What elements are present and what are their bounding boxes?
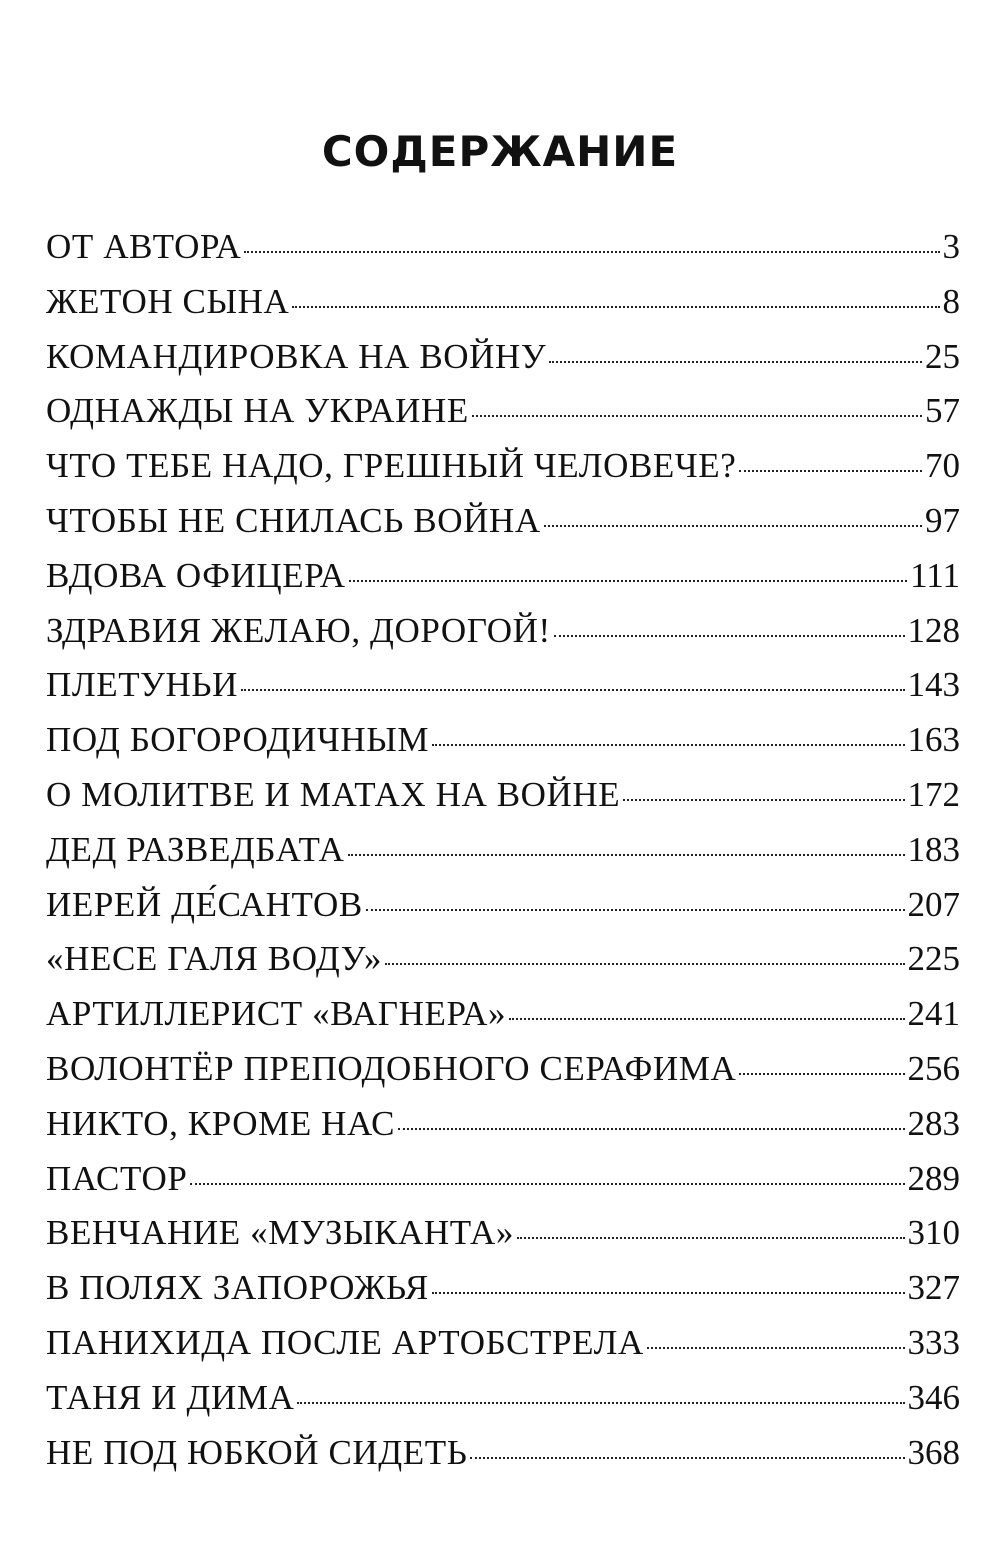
toc-entry <box>46 494 960 549</box>
dot-leader <box>241 689 904 691</box>
toc-entry-title: ПАСТОР <box>46 1158 188 1198</box>
toc-entry-title: АРТИЛЛЕРИСТ «ВАГНЕРА» <box>46 994 507 1034</box>
toc-entry <box>46 1206 960 1261</box>
toc-entry-title: ВЕНЧАНИЕ «МУЗЫКАНТА» <box>46 1213 515 1253</box>
dot-leader <box>366 909 905 911</box>
toc-entry-page-number: 143 <box>907 665 960 705</box>
toc-entry-page-number: 333 <box>907 1322 960 1362</box>
toc-entry-page-number: 346 <box>907 1377 960 1417</box>
toc-entry <box>46 987 960 1042</box>
toc-entry-page-number: 97 <box>925 500 960 540</box>
toc-entry <box>46 1316 960 1371</box>
dot-leader <box>544 525 922 527</box>
toc-entry-title: В ПОЛЯХ ЗАПОРОЖЬЯ <box>46 1268 429 1308</box>
toc-entry <box>46 823 960 878</box>
toc-entry-page-number: 327 <box>907 1268 960 1308</box>
toc-entry-title: ВДОВА ОФИЦЕРА <box>46 555 346 595</box>
toc-entry <box>46 1042 960 1097</box>
toc-entry-page-number: 183 <box>907 829 960 869</box>
toc-entry-title: «НЕСЕ ГАЛЯ ВОДУ» <box>46 939 383 979</box>
toc-entry-page-number: 8 <box>942 281 960 321</box>
toc-entry-title: КОМАНДИРОВКА НА ВОЙНУ <box>46 336 547 376</box>
toc-entry-title: ВОЛОНТЁР ПРЕПОДОБНОГО СЕРАФИМА <box>46 1048 737 1088</box>
dot-leader <box>190 1183 904 1185</box>
toc-entry-page-number: 128 <box>907 610 960 650</box>
toc-entry <box>46 1097 960 1152</box>
toc-entry-title: ПЛЕТУНЬИ <box>46 665 239 705</box>
toc-entry-page-number: 368 <box>907 1432 960 1472</box>
toc-entry-page-number: 310 <box>907 1213 960 1253</box>
toc-entry-page-number: 3 <box>942 227 960 266</box>
toc-entry-title: ЗДРАВИЯ ЖЕЛАЮ, ДОРОГОЙ! <box>46 610 551 650</box>
toc-entry-title: ДЕД РАЗВЕДБАТА <box>46 829 345 869</box>
dot-leader <box>509 1018 904 1020</box>
toc-entry-title: НЕ ПОД ЮБКОЙ СИДЕТЬ <box>46 1432 468 1472</box>
dot-leader <box>623 799 904 801</box>
toc-entry <box>46 604 960 659</box>
dot-leader <box>432 744 904 746</box>
toc-entry-page-number: 289 <box>907 1158 960 1198</box>
toc-entry <box>46 878 960 933</box>
toc-entry-title: ОТ АВТОРА <box>46 227 242 266</box>
toc-entry <box>46 713 960 768</box>
toc-entry <box>46 384 960 439</box>
toc-entry-page-number: 283 <box>907 1103 960 1143</box>
toc-entry-page-number: 225 <box>907 939 960 979</box>
table-of-contents <box>46 220 960 1480</box>
toc-entry-page-number: 163 <box>907 720 960 760</box>
dot-leader <box>517 1237 904 1239</box>
dot-leader <box>470 1457 904 1459</box>
toc-entry-title: ПАНИХИДА ПОСЛЕ АРТОБСТРЕЛА <box>46 1322 644 1362</box>
toc-entry <box>46 1261 960 1316</box>
dot-leader <box>432 1292 905 1294</box>
toc-entry <box>46 658 960 713</box>
toc-entry-title: НИКТО, КРОМЕ НАС <box>46 1103 396 1143</box>
toc-entry-page-number: 111 <box>910 555 960 595</box>
toc-entry <box>46 549 960 604</box>
toc-entry <box>46 1426 960 1481</box>
dot-leader <box>472 415 922 417</box>
toc-entry <box>46 330 960 385</box>
toc-entry-title: О МОЛИТВЕ И МАТАХ НА ВОЙНЕ <box>46 774 621 814</box>
toc-entry-page-number: 256 <box>907 1048 960 1088</box>
toc-entry-title: ПОД БОГОРОДИЧНЫМ <box>46 720 430 760</box>
toc-entry <box>46 1152 960 1207</box>
toc-entry <box>46 932 960 987</box>
toc-entry-page-number: 25 <box>925 336 960 376</box>
dot-leader <box>292 306 939 308</box>
toc-entry-title: ЧТОБЫ НЕ СНИЛАСЬ ВОЙНА <box>46 500 541 540</box>
dot-leader <box>739 1073 904 1075</box>
dot-leader <box>554 635 905 637</box>
toc-entry-page-number: 172 <box>907 774 960 814</box>
toc-entry <box>46 439 960 494</box>
toc-entry-title: ИЕРЕЙ ДЕ́САНТОВ <box>46 884 363 924</box>
dot-leader <box>549 361 922 363</box>
toc-entry <box>46 220 960 275</box>
toc-entry-page-number: 70 <box>925 446 960 486</box>
dot-leader <box>385 963 904 965</box>
dot-leader <box>348 854 905 856</box>
dot-leader <box>349 580 907 582</box>
dot-leader <box>647 1347 905 1349</box>
dot-leader <box>297 1402 904 1404</box>
dot-leader <box>398 1128 904 1130</box>
toc-entry-title: ЖЕТОН СЫНА <box>46 281 290 321</box>
toc-entry-page-number: 57 <box>925 391 960 431</box>
toc-entry-title: ЧТО ТЕБЕ НАДО, ГРЕШНЫЙ ЧЕЛОВЕЧЕ? <box>46 446 737 486</box>
toc-entry <box>46 275 960 330</box>
toc-entry-page-number: 207 <box>907 884 960 924</box>
toc-entry-title: ТАНЯ И ДИМА <box>46 1377 295 1417</box>
dot-leader <box>739 470 922 472</box>
page-title: СОДЕРЖАНИЕ <box>321 127 679 176</box>
toc-entry <box>46 768 960 823</box>
toc-entry <box>46 1371 960 1426</box>
toc-entry-title: ОДНАЖДЫ НА УКРАИНЕ <box>46 391 469 431</box>
toc-entry-page-number: 241 <box>907 994 960 1034</box>
dot-leader <box>244 251 939 253</box>
